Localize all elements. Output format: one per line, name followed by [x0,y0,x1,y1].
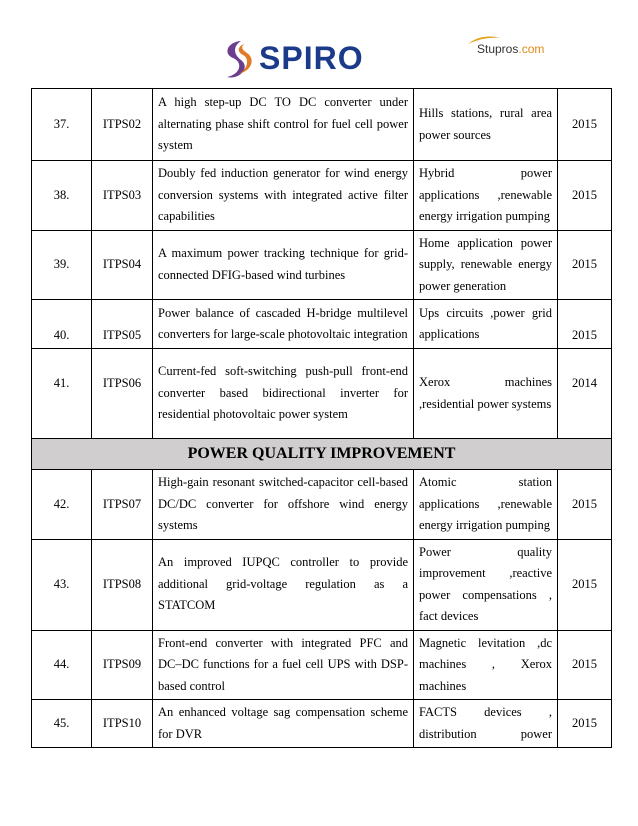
project-code: ITPS05 [92,300,153,349]
project-application: Home application power supply, renewable energy power generation [414,230,558,300]
stupros-suffix: .com [518,42,545,56]
spiro-logo-text: SPIRO [259,40,364,76]
project-application: FACTS devices , distribution power [414,700,558,748]
project-year: 2015 [558,700,612,748]
table-row [32,539,612,630]
serial-number: 42. [32,470,92,540]
project-code: ITPS07 [92,470,153,540]
project-year: 2015 [558,630,612,700]
serial-number: 44. [32,630,92,700]
project-title: Front-end converter with integrated PFC and DC–DC functions for a fuel cell UPS with DSP-based control [153,630,414,700]
serial-number: 40. [32,300,92,349]
project-code: ITPS09 [92,630,153,700]
project-code: ITPS06 [92,349,153,439]
project-application: Hills stations, rural area power sources [414,89,558,161]
project-title: High-gain resonant switched-capacitor cell-based DC/DC converter for offshore wind energy systems [153,470,414,540]
serial-number: 45. [32,700,92,748]
page-header [0,0,638,88]
project-title: An enhanced voltage sag compensation scheme for DVR [153,700,414,748]
project-title: Power balance of cascaded H-bridge multilevel converters for large-scale photovoltaic integration [153,300,414,349]
project-application: Atomic station applications ,renewable energy irrigation pumping [414,470,558,540]
project-year: 2014 [558,349,612,439]
spiro-swirl-icon [219,38,255,80]
project-application: Magnetic levitation ,dc machines , Xerox machines [414,630,558,700]
table-row [32,470,612,540]
project-code: ITPS08 [92,539,153,630]
project-year: 2015 [558,161,612,231]
section-title: POWER QUALITY IMPROVEMENT [32,439,612,470]
project-year: 2015 [558,300,612,349]
table-row [32,700,612,748]
spiro-logo [219,38,389,84]
project-year: 2015 [558,230,612,300]
project-code: ITPS10 [92,700,153,748]
table-row [32,300,612,349]
serial-number: 43. [32,539,92,630]
section-heading-row [32,439,612,470]
project-title: A high step-up DC TO DC converter under alternating phase shift control for fuel cell power system [153,89,414,161]
project-code: ITPS03 [92,161,153,231]
project-year: 2015 [558,89,612,161]
project-code: ITPS04 [92,230,153,300]
project-title: Current-fed soft-switching push-pull front-end converter based bidirectional inverter for residential photovoltaic power system [153,349,414,439]
stupros-logo [467,39,557,59]
table-row [32,161,612,231]
project-title: Doubly fed induction generator for wind energy conversion systems with integrated active filter capabilities [153,161,414,231]
project-application: Xerox machines ,residential power systems [414,349,558,439]
projects-table [31,88,612,748]
project-title: An improved IUPQC controller to provide additional grid-voltage regulation as a STATCOM [153,539,414,630]
project-year: 2015 [558,470,612,540]
project-title: A maximum power tracking technique for grid-connected DFIG-based wind turbines [153,230,414,300]
project-year: 2015 [558,539,612,630]
serial-number: 37. [32,89,92,161]
serial-number: 38. [32,161,92,231]
project-application: Hybrid power applications ,renewable energy irrigation pumping [414,161,558,231]
table-row [32,349,612,439]
project-application: Ups circuits ,power grid applications [414,300,558,349]
table-row [32,230,612,300]
stupros-name: Stupros [477,42,519,56]
serial-number: 41. [32,349,92,439]
table-row [32,89,612,161]
project-application: Power quality improvement ,reactive power compensations , fact devices [414,539,558,630]
project-code: ITPS02 [92,89,153,161]
table-row [32,630,612,700]
serial-number: 39. [32,230,92,300]
